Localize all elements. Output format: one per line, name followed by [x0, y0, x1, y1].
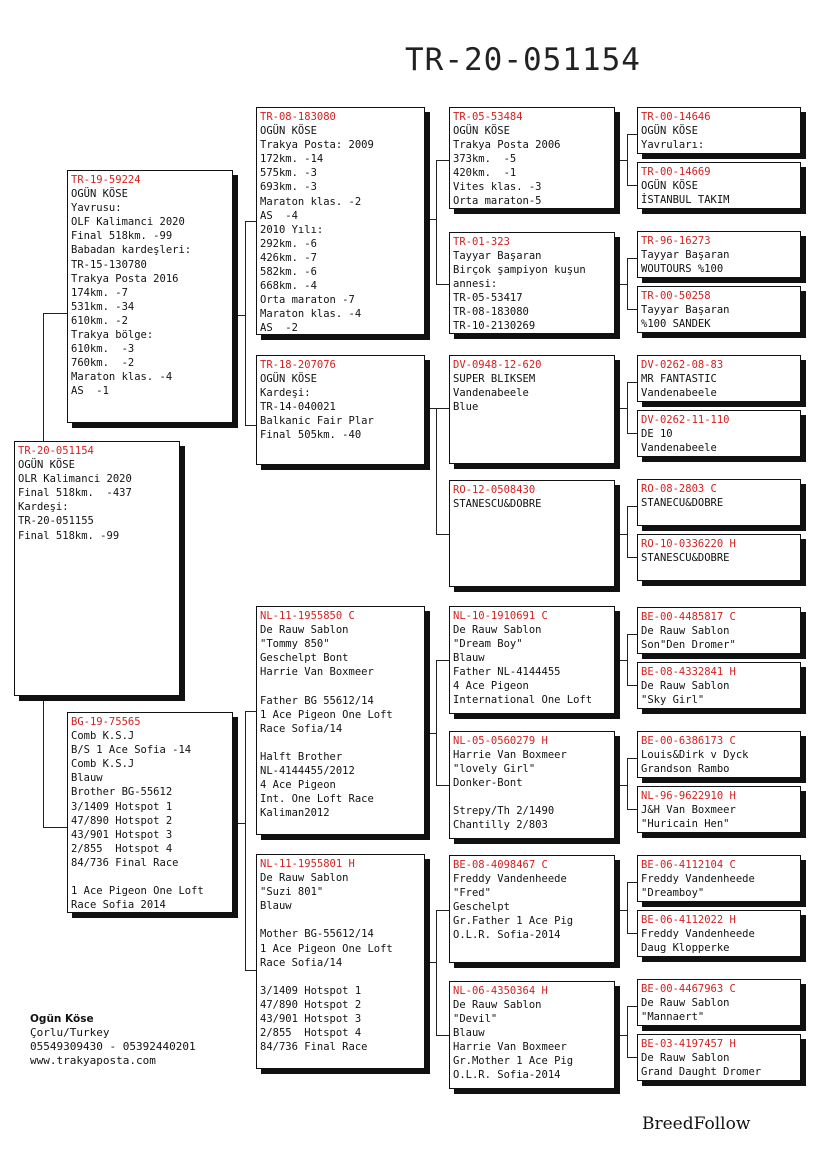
- pigeon-info-line: MR FANTASTIC: [641, 373, 717, 385]
- pedigree-title: TR-20-051154: [405, 42, 641, 78]
- pigeon-card[interactable]: [449, 855, 615, 963]
- pigeon-card[interactable]: [637, 855, 801, 902]
- pigeon-info-line: 3/1409 Hotspot 1: [260, 984, 362, 997]
- pigeon-info-line: De Rauw Sablon: [453, 999, 542, 1011]
- connector-line: [436, 160, 437, 284]
- ring-number: DV-0262-08-83: [641, 359, 724, 371]
- pigeon-card[interactable]: [449, 981, 615, 1089]
- pigeon-info-line: Chantilly 2/803: [453, 819, 548, 831]
- pigeon-info-line: International One Loft: [453, 694, 593, 706]
- pigeon-info-line: O.L.R. Sofia-2014: [453, 929, 561, 941]
- pigeon-info-line: Freddy Vandenheede: [641, 873, 755, 885]
- pigeon-info-line: Blue: [453, 401, 479, 413]
- pigeon-info-line: Trakya Posta 2016: [71, 272, 179, 285]
- connector-line: [425, 733, 436, 734]
- connector-line: [627, 758, 628, 809]
- pigeon-info-line: "Huricain Hen": [641, 818, 730, 830]
- connector-line: [627, 685, 637, 686]
- connector-line: [627, 506, 628, 557]
- pigeon-info-line: 420km. -1: [453, 167, 517, 179]
- pigeon-info-line: AS -1: [71, 385, 109, 398]
- connector-line: [436, 408, 449, 409]
- pigeon-info-line: Grandson Rambo: [641, 763, 730, 775]
- pigeon-info-line: Vandenabeele: [641, 442, 717, 454]
- pigeon-info-line: 575km. -3: [260, 167, 317, 180]
- pigeon-info-line: %100 SANDEK: [641, 318, 711, 330]
- ring-number: TR-05-53484: [453, 111, 523, 123]
- pigeon-info-line: NL-4144455/2012: [260, 765, 355, 778]
- pigeon-info-line: OLF Kalimanci 2020: [71, 216, 185, 229]
- pigeon-info-line: De Rauw Sablon: [641, 680, 730, 692]
- ring-number: TR-96-16273: [641, 235, 711, 247]
- connector-line: [436, 160, 449, 161]
- pigeon-info-line: B/S 1 Ace Sofia -14: [71, 744, 192, 757]
- pigeon-card[interactable]: [256, 355, 425, 465]
- pigeon-info-line: Final 505km. -40: [260, 429, 362, 441]
- pigeon-info-line: 174km. -7: [71, 286, 128, 299]
- connector-line: [627, 258, 628, 309]
- pigeon-card[interactable]: [637, 731, 801, 778]
- ring-number: NL-11-1955850 C: [260, 610, 355, 622]
- pigeon-info-line: Harrie Van Boxmeer: [260, 666, 374, 679]
- connector-line: [233, 823, 245, 824]
- connector-line: [615, 660, 627, 661]
- pigeon-info-line: 531km. -34: [71, 300, 135, 313]
- ring-number: TR-01-323: [453, 236, 510, 248]
- pigeon-info-line: TR-05-53417: [453, 292, 523, 304]
- pigeon-card[interactable]: [637, 410, 801, 457]
- pigeon-info-line: Harrie Van Boxmeer: [453, 1041, 567, 1053]
- pigeon-info-line: De Rauw Sablon: [641, 625, 730, 637]
- pigeon-info-line: De Rauw Sablon: [641, 997, 730, 1009]
- contact-line-phone: 05549309430 - 05392440201: [30, 1040, 196, 1053]
- contact-line-location: Çorlu/Turkey: [30, 1026, 110, 1039]
- pigeon-info-line: 43/901 Hotspot 3: [71, 828, 173, 841]
- ring-number: NL-06-4350364 H: [453, 985, 548, 997]
- pigeon-info-line: Trakya Posta: 2009: [260, 139, 374, 152]
- connector-line: [245, 221, 246, 425]
- pigeon-info-line: "Dreamboy": [641, 887, 705, 899]
- connector-line: [627, 634, 628, 685]
- pigeon-info-line: OGÜN KÖSE: [641, 125, 698, 137]
- ring-number: TR-00-14646: [641, 111, 711, 123]
- pigeon-info-line: Maraton klas. -4: [71, 371, 173, 384]
- pigeon-card[interactable]: [637, 786, 801, 833]
- contact-line-website[interactable]: www.trakyaposta.com: [30, 1054, 156, 1067]
- pigeon-info-line: Trakya bölge:: [71, 329, 154, 342]
- pigeon-info-line: Geschelpt Bont: [260, 652, 349, 665]
- pigeon-info-line: 47/890 Hotspot 2: [71, 814, 173, 827]
- pigeon-card[interactable]: [637, 607, 801, 654]
- pigeon-info-line: OLR Kalimanci 2020: [18, 473, 132, 486]
- pigeon-info-line: 2010 Yılı:: [260, 223, 324, 236]
- connector-line: [436, 660, 437, 785]
- pigeon-info-line: [260, 736, 424, 750]
- ring-number: TR-08-183080: [260, 111, 336, 123]
- pigeon-info-line: DE 10: [641, 428, 673, 440]
- ring-number: TR-19-59224: [71, 174, 141, 186]
- pigeon-info-line: Race Sofia 2014: [71, 899, 166, 912]
- pigeon-info-line: Kardeşi:: [18, 501, 69, 514]
- pigeon-info-line: Halft Brother: [260, 750, 343, 763]
- connector-line: [43, 827, 67, 828]
- owner-contact: [30, 1012, 196, 1068]
- pigeon-info-line: Balkanic Fair Plar: [260, 415, 374, 427]
- pigeon-info-line: TR-15-130780: [71, 258, 147, 271]
- pigeon-info-line: Tayyar Başaran: [453, 250, 542, 262]
- pigeon-card[interactable]: [449, 480, 615, 587]
- pigeon-info-line: OGÜN KÖSE: [18, 459, 75, 472]
- pigeon-info-line: Geschelpt: [453, 901, 510, 913]
- pigeon-info-line: "Mannaert": [641, 1011, 705, 1023]
- pigeon-info-line: 760km. -2: [71, 357, 135, 370]
- pigeon-info-line: Orta maraton -7: [260, 294, 355, 307]
- pigeon-info-line: 582km. -6: [260, 266, 317, 279]
- pigeon-info-line: "Devil": [453, 1013, 498, 1025]
- pigeon-info-line: OGÜN KÖSE: [453, 125, 510, 137]
- pigeon-card[interactable]: [67, 712, 233, 913]
- pigeon-info-line: 172km. -14: [260, 153, 324, 166]
- pigeon-info-line: Freddy Vandenheede: [641, 928, 755, 940]
- connector-line: [425, 408, 436, 409]
- pigeon-card[interactable]: [637, 162, 801, 209]
- connector-line: [436, 910, 437, 1035]
- pigeon-info-line: Tayyar Başaran: [641, 304, 730, 316]
- pigeon-card[interactable]: [449, 355, 615, 464]
- ring-number: BE-03-4197457 H: [641, 1038, 736, 1050]
- pigeon-card[interactable]: [637, 355, 801, 402]
- connector-line: [615, 1035, 627, 1036]
- pigeon-info-line: Grand Daught Dromer: [641, 1066, 762, 1078]
- pigeon-card[interactable]: [637, 910, 801, 957]
- pigeon-info-line: Tayyar Başaran: [641, 249, 730, 261]
- pigeon-info-line: De Rauw Sablon: [453, 624, 542, 636]
- pigeon-info-line: Vandenabeele: [453, 387, 529, 399]
- ring-number: DV-0948-12-620: [453, 359, 542, 371]
- pigeon-card[interactable]: [637, 662, 801, 709]
- pigeon-info-line: OGÜN KÖSE: [260, 373, 317, 385]
- pigeon-info-line: Father NL-4144455: [453, 666, 561, 678]
- connector-line: [245, 711, 256, 712]
- pigeon-info-line: De Rauw Sablon: [260, 624, 349, 637]
- pigeon-info-line: "Sky Girl": [641, 694, 705, 706]
- pigeon-info-line: OGÜN KÖSE: [641, 180, 698, 192]
- pigeon-info-line: Babadan kardeşleri:: [71, 244, 192, 257]
- pigeon-info-line: 84/736 Final Race: [260, 1041, 368, 1054]
- pigeon-info-line: [260, 913, 424, 927]
- ring-number: NL-96-9622910 H: [641, 790, 736, 802]
- pigeon-info-line: De Rauw Sablon: [260, 872, 349, 885]
- connector-line: [436, 408, 437, 534]
- pigeon-info-line: 292km. -6: [260, 237, 317, 250]
- pigeon-card[interactable]: [637, 534, 801, 581]
- pigeon-info-line: "lovely Girl": [453, 763, 536, 775]
- ring-number: BG-19-75565: [71, 716, 141, 728]
- connector-line: [436, 1035, 449, 1036]
- pigeon-info-line: Comb K.S.J: [71, 758, 135, 771]
- pigeon-info-line: Maraton klas. -4: [260, 308, 362, 321]
- ring-number: RO-10-0336220 H: [641, 538, 736, 550]
- connector-line: [627, 382, 628, 433]
- connector-line: [627, 882, 637, 883]
- connector-line: [43, 313, 67, 314]
- ring-number: RO-08-2803 C: [641, 483, 717, 495]
- connector-line: [436, 910, 449, 911]
- pigeon-info-line: Louis&Dirk v Dyck: [641, 749, 749, 761]
- pigeon-info-line: 693km. -3: [260, 181, 317, 194]
- connector-line: [43, 313, 44, 441]
- pigeon-info-line: 373km. -5: [453, 153, 517, 165]
- connector-line: [615, 160, 627, 161]
- pigeon-info-line: OGÜN KÖSE: [71, 188, 128, 201]
- pigeon-card[interactable]: [449, 606, 615, 714]
- pigeon-info-line: Comb K.S.J: [71, 730, 135, 743]
- ring-number: TR-00-14669: [641, 166, 711, 178]
- ring-number: TR-20-051154: [18, 445, 94, 457]
- connector-line: [43, 696, 44, 827]
- connector-line: [627, 258, 637, 259]
- connector-line: [615, 910, 627, 911]
- pigeon-info-line: 2/855 Hotspot 4: [260, 1027, 362, 1040]
- connector-line: [436, 284, 449, 285]
- pigeon-card[interactable]: [449, 107, 615, 209]
- connector-line: [436, 785, 449, 786]
- pigeon-info-line: O.L.R. Sofia-2014: [453, 1069, 561, 1081]
- pigeon-info-line: Kaliman2012: [260, 807, 330, 820]
- pigeon-info-line: Gr.Mother 1 Ace Pig: [453, 1055, 574, 1067]
- pigeon-info-line: OGÜN KÖSE: [260, 125, 317, 138]
- pigeon-card[interactable]: [14, 441, 180, 696]
- pigeon-card[interactable]: [637, 231, 801, 278]
- ring-number: DV-0262-11-110: [641, 414, 730, 426]
- pigeon-info-line: Mother BG-55612/14: [260, 928, 374, 941]
- ring-number: BE-08-4332841 H: [641, 666, 736, 678]
- pigeon-info-line: STANESCU&DOBRE: [453, 498, 542, 510]
- connector-line: [245, 221, 256, 222]
- ring-number: BE-06-4112022 H: [641, 914, 736, 926]
- pigeon-info-line: 4 Ace Pigeon: [453, 680, 529, 692]
- connector-line: [233, 315, 245, 316]
- pigeon-info-line: İSTANBUL TAKIM: [641, 194, 730, 206]
- pigeon-info-line: Vandenabeele: [641, 387, 717, 399]
- pigeon-card[interactable]: [637, 1034, 801, 1081]
- pigeon-info-line: 47/890 Hotspot 2: [260, 998, 362, 1011]
- connector-line: [425, 219, 436, 220]
- brand-logo-text: BreedFollow: [642, 1114, 751, 1134]
- pigeon-info-line: Freddy Vandenheede: [453, 873, 567, 885]
- pigeon-info-line: Final 518km. -99: [71, 230, 173, 243]
- connector-line: [627, 134, 637, 135]
- connector-line: [436, 660, 449, 661]
- pigeon-info-line: "Suzi 801": [260, 886, 324, 899]
- pigeon-info-line: Birçok şampiyon kuşun: [453, 264, 586, 276]
- pigeon-info-line: SUPER BLIKSEM: [453, 373, 536, 385]
- pigeon-info-line: Trakya Posta 2006: [453, 139, 561, 151]
- ring-number: TR-18-207076: [260, 359, 336, 371]
- connector-line: [627, 1006, 628, 1057]
- connector-line: [436, 534, 449, 535]
- pigeon-card[interactable]: [256, 107, 425, 335]
- pigeon-info-line: STANECU&DOBRE: [641, 497, 724, 509]
- pigeon-info-line: STANESCU&DOBRE: [641, 552, 730, 564]
- pigeon-card[interactable]: [449, 731, 615, 839]
- pigeon-info-line: TR-10-2130269: [453, 320, 536, 332]
- pigeon-info-line: Yavruları:: [641, 139, 705, 151]
- ring-number: BE-00-6386173 C: [641, 735, 736, 747]
- connector-line: [627, 309, 637, 310]
- pigeon-info-line: Final 518km. -99: [18, 529, 120, 542]
- connector-line: [245, 970, 256, 971]
- owner-name: Ogün Köse: [30, 1013, 94, 1025]
- connector-line: [627, 809, 637, 810]
- pigeon-info-line: 4 Ace Pigeon: [260, 779, 336, 792]
- pigeon-info-line: 610km. -3: [71, 343, 135, 356]
- pigeon-info-line: annesi:: [453, 278, 498, 290]
- ring-number: BE-00-4467963 C: [641, 983, 736, 995]
- connector-line: [627, 1006, 637, 1007]
- pigeon-info-line: 84/736 Final Race: [71, 856, 179, 869]
- pigeon-info-line: "Fred": [453, 887, 491, 899]
- pigeon-info-line: [453, 790, 614, 804]
- pigeon-card[interactable]: [256, 854, 425, 1069]
- ring-number: BE-00-4485817 C: [641, 611, 736, 623]
- connector-line: [627, 557, 637, 558]
- connector-line: [615, 284, 627, 285]
- pigeon-info-line: 2/855 Hotspot 4: [71, 842, 173, 855]
- connector-line: [627, 933, 637, 934]
- connector-line: [615, 534, 627, 535]
- pigeon-info-line: Maraton klas. -2: [260, 195, 362, 208]
- pigeon-info-line: "Dream Boy": [453, 638, 523, 650]
- pigeon-info-line: Son"Den Dromer": [641, 639, 736, 651]
- pigeon-info-line: Vites klas. -3: [453, 181, 542, 193]
- pigeon-info-line: AS -4: [260, 209, 298, 222]
- pigeon-info-line: Gr.Father 1 Ace Pig: [453, 915, 574, 927]
- pigeon-info-line: WOUTOURS %100: [641, 263, 724, 275]
- pigeon-info-line: Blauw: [260, 900, 292, 913]
- pigeon-card[interactable]: [637, 979, 801, 1026]
- ring-number: BE-08-4098467 C: [453, 859, 548, 871]
- pigeon-info-line: Daug Klopperke: [641, 942, 730, 954]
- pigeon-card[interactable]: [637, 286, 801, 333]
- pigeon-info-line: [71, 870, 232, 884]
- pigeon-info-line: AS -2: [260, 322, 298, 335]
- pigeon-info-line: Father BG 55612/14: [260, 694, 374, 707]
- pigeon-info-line: 610km. -2: [71, 314, 128, 327]
- ring-number: RO-12-0508430: [453, 484, 536, 496]
- pigeon-info-line: Race Sofia/14: [260, 956, 343, 969]
- pigeon-card[interactable]: [256, 606, 425, 835]
- ring-number: BE-06-4112104 C: [641, 859, 736, 871]
- connector-line: [627, 382, 637, 383]
- pigeon-info-line: Blauw: [71, 772, 103, 785]
- pigeon-info-line: Donker-Bont: [453, 777, 523, 789]
- pigeon-info-line: Race Sofia/14: [260, 722, 343, 735]
- pigeon-info-line: [260, 970, 424, 984]
- ring-number: NL-11-1955801 H: [260, 858, 355, 870]
- ring-number: TR-00-50258: [641, 290, 711, 302]
- pigeon-info-line: Brother BG-55612: [71, 786, 173, 799]
- pigeon-info-line: 1 Ace Pigeon One Loft: [260, 708, 393, 721]
- connector-line: [627, 134, 628, 185]
- connector-line: [627, 506, 637, 507]
- pigeon-card[interactable]: [637, 107, 801, 154]
- pigeon-info-line: 43/901 Hotspot 3: [260, 1013, 362, 1026]
- pigeon-info-line: [260, 679, 424, 693]
- pigeon-info-line: Yavrusu:: [71, 202, 122, 215]
- pigeon-info-line: Harrie Van Boxmeer: [453, 749, 567, 761]
- pigeon-info-line: TR-08-183080: [453, 306, 529, 318]
- pigeon-info-line: 1 Ace Pigeon One Loft: [260, 942, 393, 955]
- pigeon-info-line: Orta maraton-5: [453, 195, 542, 207]
- connector-line: [245, 711, 246, 970]
- pigeon-info-line: Blauw: [453, 1027, 485, 1039]
- connector-line: [627, 1057, 637, 1058]
- pigeon-info-line: Kardeşi:: [260, 387, 311, 399]
- pigeon-info-line: 3/1409 Hotspot 1: [71, 800, 173, 813]
- connector-line: [627, 634, 637, 635]
- ring-number: NL-10-1910691 C: [453, 610, 548, 622]
- pigeon-info-line: TR-20-051155: [18, 515, 94, 528]
- connector-line: [627, 882, 628, 933]
- pigeon-info-line: Int. One Loft Race: [260, 793, 374, 806]
- pigeon-card[interactable]: [67, 170, 233, 423]
- pigeon-info-line: TR-14-040021: [260, 401, 336, 413]
- connector-line: [615, 408, 627, 409]
- pigeon-info-line: De Rauw Sablon: [641, 1052, 730, 1064]
- connector-line: [615, 785, 627, 786]
- pigeon-info-line: Strepy/Th 2/1490: [453, 805, 555, 817]
- pigeon-info-line: 426km. -7: [260, 251, 317, 264]
- pigeon-info-line: J&H Van Boxmeer: [641, 804, 736, 816]
- connector-line: [627, 433, 637, 434]
- pigeon-info-line: Final 518km. -437: [18, 487, 132, 500]
- pigeon-card[interactable]: [637, 479, 801, 526]
- pigeon-info-line: 1 Ace Pigeon One Loft: [71, 885, 204, 898]
- connector-line: [425, 962, 436, 963]
- pigeon-card[interactable]: [449, 232, 615, 334]
- pigeon-info-line: Blauw: [453, 652, 485, 664]
- ring-number: NL-05-0560279 H: [453, 735, 548, 747]
- connector-line: [245, 425, 256, 426]
- pigeon-info-line: "Tommy 850": [260, 638, 330, 651]
- pigeon-info-line: 668km. -4: [260, 280, 317, 293]
- connector-line: [627, 758, 637, 759]
- connector-line: [627, 185, 637, 186]
